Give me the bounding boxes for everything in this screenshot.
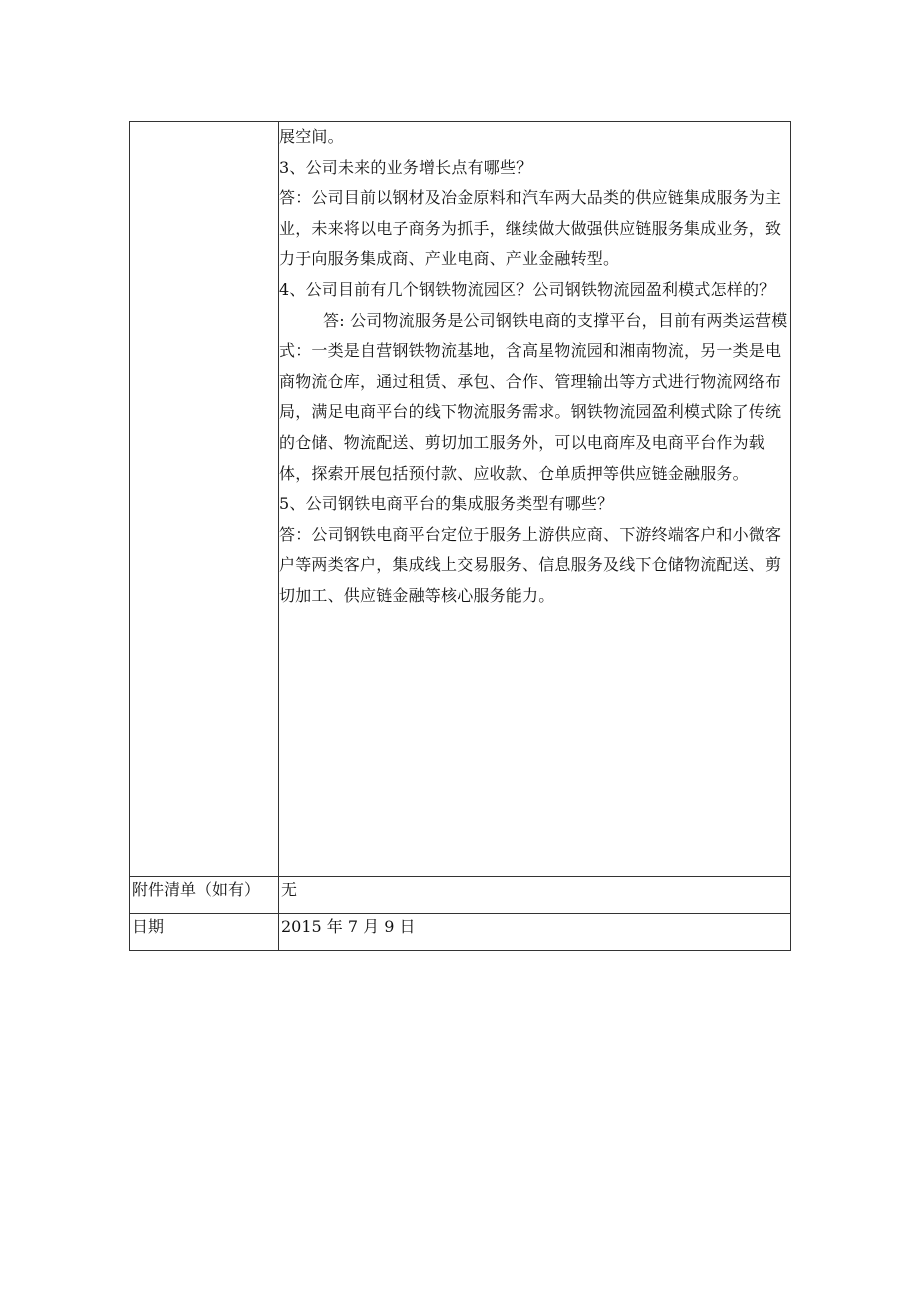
answer: 答：公司目前以钢材及冶金原料和汽车两大品类的供应链集成服务为主业，未来将以电子商务为抓手，继续做大做强供应链服务集成业务，致力于向服务集成商、产业电商、产业金融转型。 xyxy=(279,188,782,269)
empty-label-cell xyxy=(130,122,279,877)
record-table xyxy=(129,121,791,951)
date-label: 日期 xyxy=(130,914,279,951)
date-row xyxy=(130,914,791,951)
question: 4、公司目前有几个钢铁物流园区？公司钢铁物流园盈利模式怎样的？ xyxy=(279,279,776,299)
question: 3、公司未来的业务增长点有哪些？ xyxy=(279,157,533,177)
attachments-label: 附件清单（如有） xyxy=(130,877,279,914)
paragraph: 展空间。 xyxy=(279,127,344,146)
content-cell xyxy=(279,122,791,877)
content-row xyxy=(130,122,791,877)
answer: 答: 公司物流服务是公司钢铁电商的支撑平台，目前有两类运营模式：一类是自营钢铁物流基地，含高星物流园和湘南物流，另一类是电商物流仓库，通过租赁、承包、合作、管理输出等方式进行物流网络布局，满足电商平台的线下物流服务需求。钢铁物流园盈利模式除了传统的仓储、物流配送、剪切加工服务外，可以电商库及电商平台作为载体，探索开展包括预付款、应收款、仓单质押等供应链金融服务。 xyxy=(279,310,788,483)
question: 5、公司钢铁电商平台的集成服务类型有哪些？ xyxy=(279,494,614,514)
answer: 答：公司钢铁电商平台定位于服务上游供应商、下游终端客户和小微客户等两类客户，集成线上交易服务、信息服务及线下仓储物流配送、剪切加工、供应链金融等核心服务能力。 xyxy=(279,524,782,605)
date-value: 2015 年 7 月 9 日 xyxy=(279,914,791,951)
attachments-value: 无 xyxy=(279,877,791,914)
attachments-row xyxy=(130,877,791,914)
